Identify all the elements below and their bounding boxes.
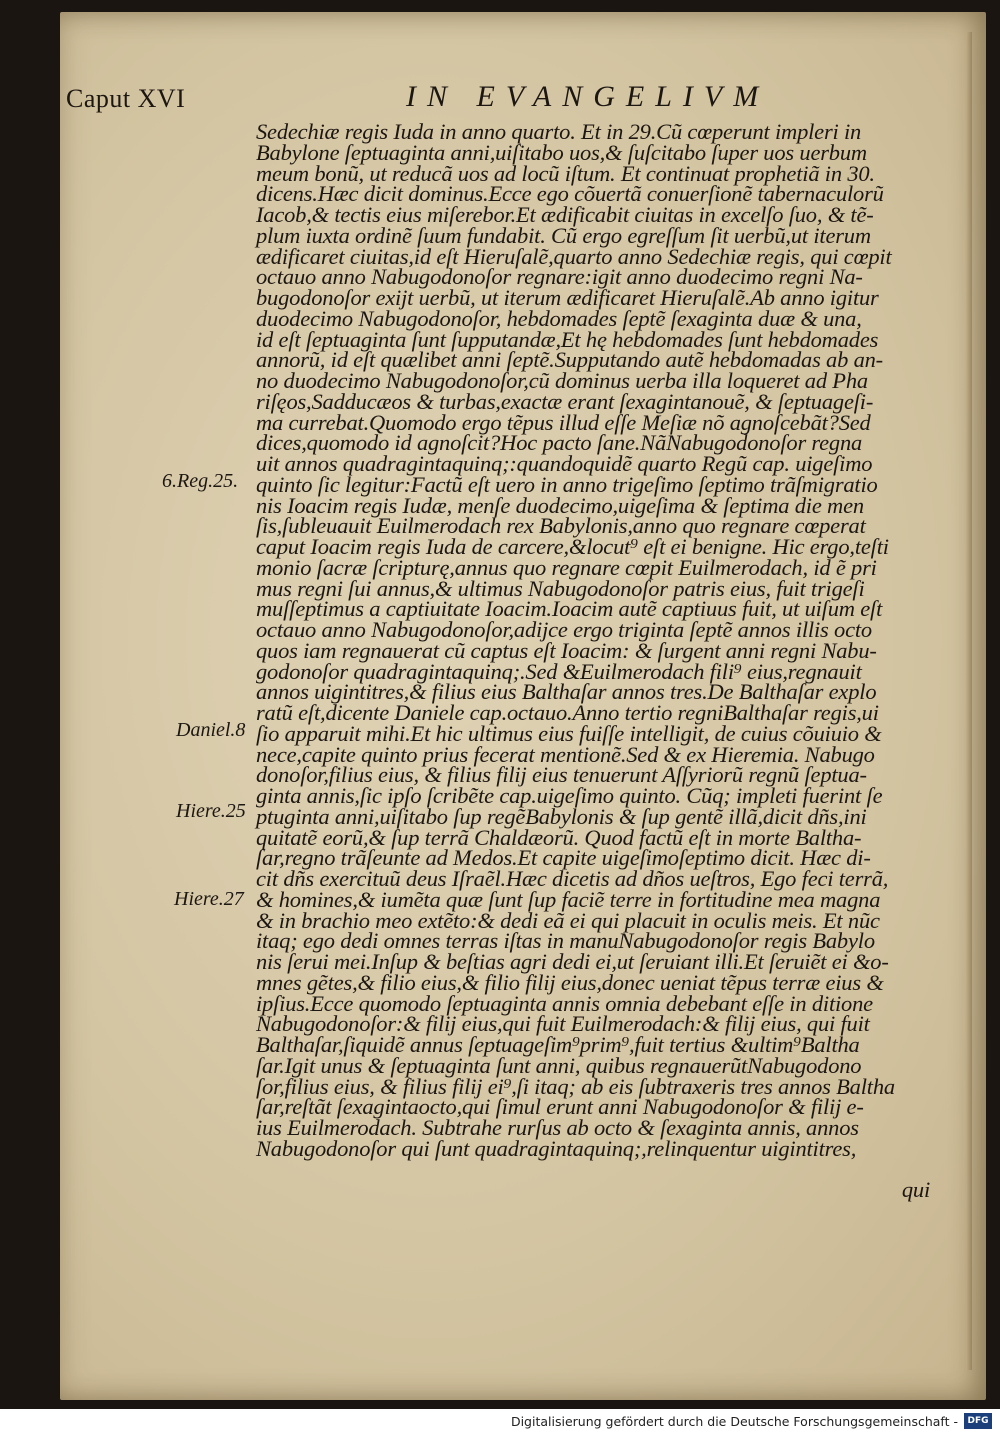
text-line: caput Ioacim regis Iuda de carcere,&locut⁹ eſt ei benigne. Hic ergo,teſti — [256, 534, 889, 559]
text-line: Babylone ſeptuaginta anni,uiſitabo uos,& ſuſcitabo ſuper uos uerbum — [256, 139, 867, 165]
text-line: ſio apparuit mihi.Et hic ultimus eius fuiſſe intelligit, de cuius cõuiuio & — [256, 720, 882, 746]
margin-note-reg: 6.Reg.25. — [162, 470, 239, 492]
text-line: ginta annis,ſic ipſo ſcribẽte cap.uigeſimo quinto. Cũq; impleti fuerint ſe — [256, 783, 883, 808]
text-line: muſſeptimus a captiuitate Ioacim.Ioacim autẽ captiuus fuit, ut uiſum eſt — [256, 596, 883, 622]
text-line: itaq; ego dedi omnes terras iſtas in manuNabugodonoſor regis Babylo — [256, 928, 875, 954]
text-line: mnes gẽtes,& filio eius,& filio filij eius,donec ueniat tẽpus terræ eius & — [256, 969, 884, 995]
text-line: ſar.Igit unus & ſeptuaginta ſunt anni, quibus regnauerũtNabugodono — [256, 1052, 862, 1078]
text-line: uit annos quadragintaquinq;:quandoquidẽ quarto Regũ cap. uigeſimo — [256, 451, 873, 476]
text-line: godonoſor quadragintaquinq;.Sed &Euilmerodach fili⁹ eius,regnauit — [256, 658, 862, 684]
dfg-logo: DFG — [964, 1413, 992, 1429]
text-line: dices,quomodo id agnoſcit?Hoc pacto ſane.NãNabugodonoſor regna — [256, 430, 863, 456]
text-line: ſor,filius eius, & filius filij ei⁹,ſi itaq; ab eis ſubtraxeris tres annos Baltha — [256, 1073, 895, 1099]
text-line: ptuginta anni,uiſitabo ſup regẽBabylonis & ſup gentẽ illã,dicit dñs,ini — [256, 803, 867, 829]
text-line: monio ſacræ ſcripturę,annus quo regnare cœpit Euilmerodach, id ẽ pri — [256, 554, 877, 580]
body-text — [256, 119, 940, 1203]
text-line: nis Ioacim regis Iudæ, menſe duodecimo,uigeſima & ſeptima die men — [256, 492, 864, 518]
chapter-heading: Caput XVI — [66, 84, 186, 113]
text-line: ſar,reſtãt ſexagintaocto,qui ſimul erunt anni Nabugodonoſor & filij e- — [256, 1094, 864, 1120]
margin-note-hiere-27: Hiere.27 — [174, 888, 244, 910]
page-header — [66, 78, 966, 118]
text-line: Nabugodonoſor qui ſunt quadragintaquinq;,relinquentur uigintitres, — [256, 1135, 857, 1161]
text-line: quinto ſic legitur:Factũ eſt uero in anno trigeſimo ſeptimo trãſmigratio — [256, 471, 878, 497]
text-line: dicens.Hæc dicit dominus.Ecce ego cõuertã conuerſionẽ tabernaculorũ — [256, 181, 884, 207]
text-line: annorũ, id eſt quælibet anni ſeptẽ.Supputando autẽ hebdomadas ab an- — [256, 347, 883, 373]
text-line: ius Euilmerodach. Subtrahe rurſus ab octo & ſexaginta annis, annos — [256, 1115, 859, 1140]
text-line: octauo anno Nabugodonoſor regnare:igit anno duodecimo regni Na- — [256, 264, 863, 290]
text-line: nece,capite quinto prius fecerat mentionẽ.Sed & ex Hieremia. Nabugo — [256, 741, 875, 767]
text-line: octauo anno Nabugodonoſor,adijce ergo triginta ſeptẽ annos illis octo — [256, 617, 872, 642]
text-line: plum iuxta ordinẽ ſuum fundabit. Cũ ergo egreſſum ſit uerbũ,ut iterum — [256, 222, 871, 248]
text-line: bugodonoſor exijt uerbũ, ut iterum ædificaret Hieruſalẽ.Ab anno igitur — [256, 285, 879, 310]
running-title: IN EVANGELIVM — [406, 80, 770, 113]
text-line — [256, 1160, 940, 1181]
text-line: ratũ eſt,dicente Daniele cap.octauo.Anno tertio regniBalthaſar regis,ui — [256, 700, 879, 725]
text-line: & in brachio meo extẽto:& dedi eã ei qui placuit in oculis meis. Et nũc — [256, 907, 880, 933]
text-line: ſis,ſubleuauit Euilmerodach rex Babylonis,anno quo regnare cœperat — [256, 513, 866, 539]
text-line: ædificaret ciuitas,id eſt Hieruſalẽ,quarto anno Sedechiæ regis, qui cœpit — [256, 243, 892, 269]
footer-bar — [0, 1409, 1000, 1437]
text-line: donoſor,filius eius, & filius filij eius tenuerunt Aſſyriorũ regnũ ſeptua- — [256, 762, 867, 788]
text-line: no duodecimo Nabugodonoſor,cũ dominus uerba illa loqueret ad Pha — [256, 368, 868, 393]
text-line: ipſius.Ecce quomodo ſeptuaginta annis omnia debebant eſſe in ditione — [256, 990, 873, 1016]
catchword: qui — [901, 1177, 930, 1203]
text-line: id eſt ſeptuaginta ſunt ſupputandæ,Et hę hebdomades ſunt hebdomades — [256, 326, 879, 352]
text-line: quitatẽ eorũ,& ſup terrã Chaldæorũ. Quod factũ eſt in morte Baltha- — [256, 824, 862, 850]
text-line: Sedechiæ regis Iuda in anno quarto. Et in 29.Cũ cœperunt impleri in — [256, 119, 862, 144]
text-line: ma currebat.Quomodo ergo tẽpus illud eſſe Meſiæ nõ agnoſcebãt?Sed — [256, 409, 871, 435]
text-line: Nabugodonoſor:& filij eius,qui fuit Euilmerodach:& filij eius, qui fuit — [256, 1011, 870, 1037]
text-line: & homines,& iumẽta quæ ſunt ſup faciẽ terre in fortitudine mea magna — [256, 886, 881, 912]
text-line: ſar,regno trãſeunte ad Medos.Et capite uigeſimoſeptimo dicit. Hæc di- — [256, 845, 871, 871]
text-line: Balthaſar,ſiquidẽ annus ſeptuageſim⁹prim⁹,fuit tertius &ultim⁹Baltha — [256, 1032, 860, 1057]
text-line: riſęos,Sadducæos & turbas,exactæ erant ſexagintanouẽ, & ſeptuageſi- — [256, 388, 874, 414]
text-line: meum bonũ, ut reducã uos ad locũ iſtum. Et continuat prophetiã in 30. — [256, 160, 875, 186]
text-line: mus regni ſui annus,& ultimus Nabugodonoſor patris eius, fuit trigeſi — [256, 575, 865, 601]
page-edge — [966, 32, 972, 1370]
margin-note-daniel: Daniel.8 — [176, 719, 246, 741]
text-line: duodecimo Nabugodonoſor, hebdomades ſeptẽ ſexaginta duæ & una, — [256, 305, 862, 331]
margin-note-hiere-25: Hiere.25 — [176, 800, 246, 822]
text-line: cit dñs exercituũ deus Iſraẽl.Hæc dicetis ad dños ueſtros, Ego feci terrã, — [256, 866, 889, 891]
text-line: Iacob,& tectis eius miſerebor.Et ædificabit ciuitas in excelſo ſuo, & tẽ- — [256, 202, 874, 227]
text-line: quos iam regnauerat cũ captus eſt Ioacim: & ſurgent anni regni Nabu- — [256, 637, 877, 663]
text-line: nis ſerui mei.Inſup & beſtias agri dedi ei,ut ſeruiant illi.Et ſeruiẽt ei &o- — [256, 949, 889, 974]
funding-credit: Digitalisierung gefördert durch die Deutsche Forschungsgemeinschaft - — [510, 1414, 958, 1429]
text-line: annos uigintitres,& filius eius Balthaſar annos tres.De Balthaſar explo — [256, 679, 877, 705]
